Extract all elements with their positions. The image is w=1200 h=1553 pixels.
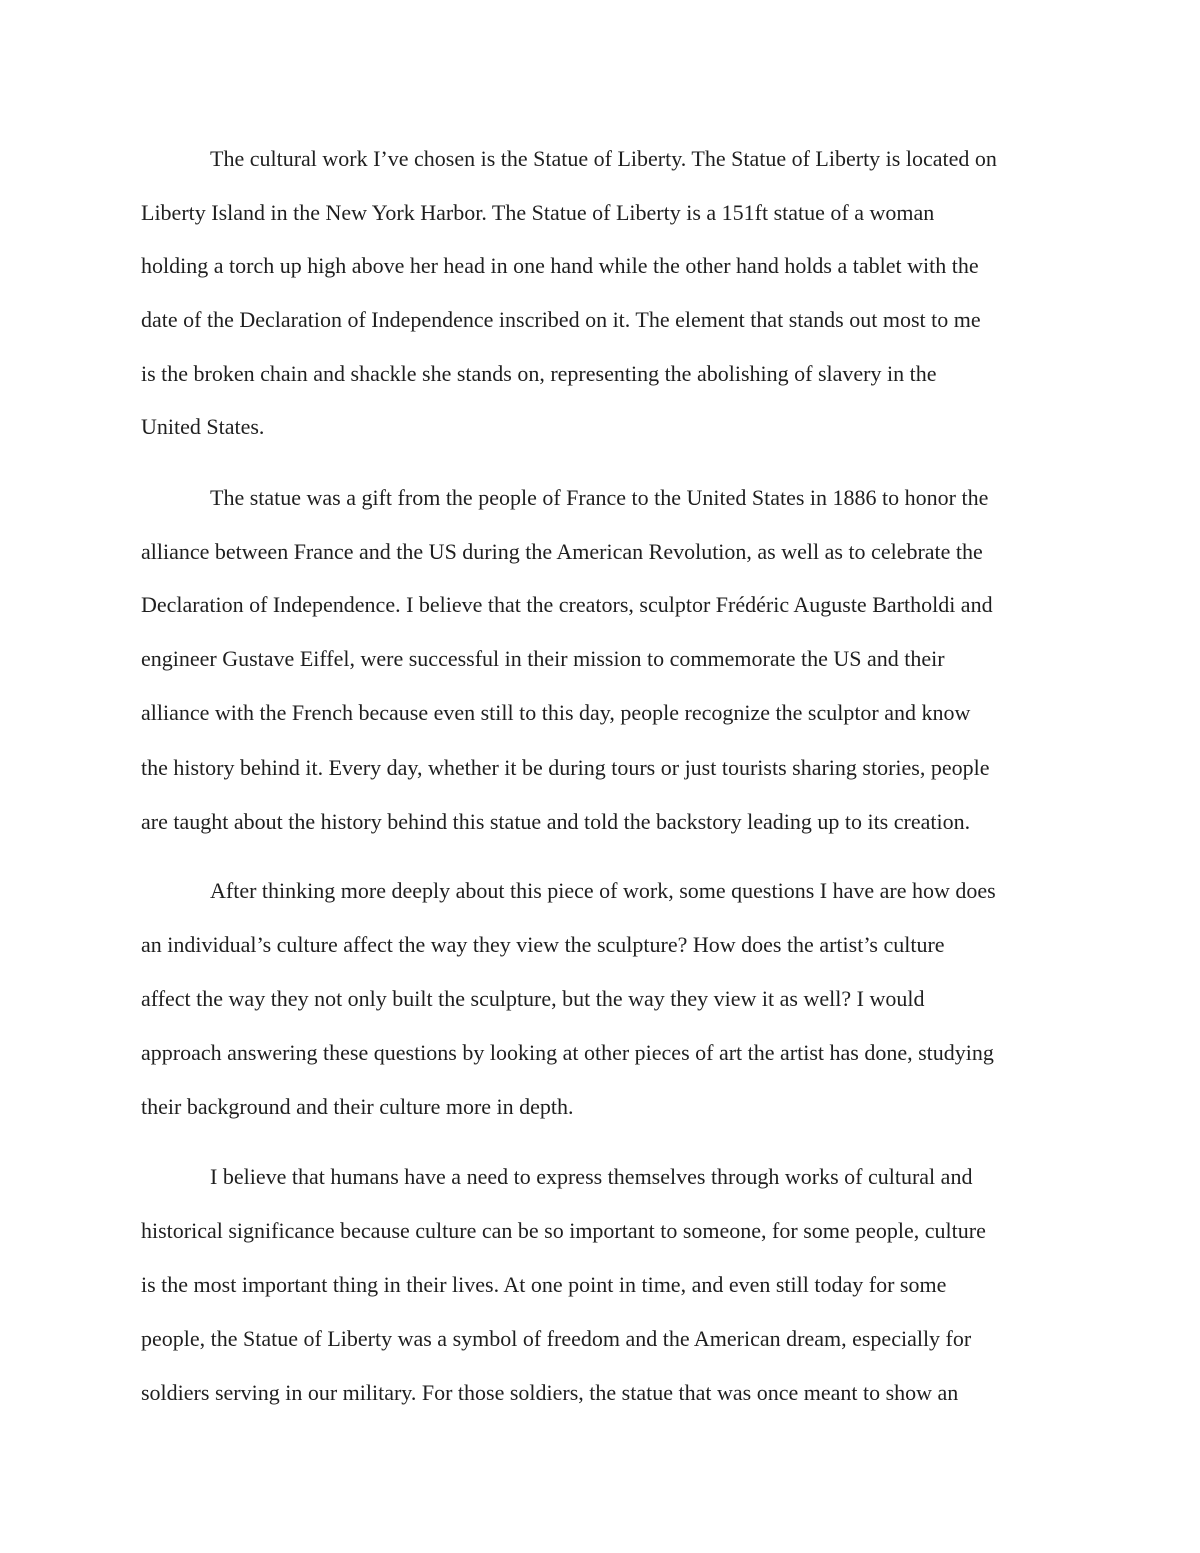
paragraph-2-line-3: Declaration of Independence. I believe that the creators, sculptor Frédéric Auguste Bartholdi and: [141, 592, 993, 617]
paragraph-4-line-5: soldiers serving in our military. For those soldiers, the statue that was once meant to show an: [141, 1380, 959, 1405]
paragraph-2-line-7: are taught about the history behind this statue and told the backstory leading up to its creation.: [141, 809, 971, 834]
paragraph-4-line-1: I believe that humans have a need to express themselves through works of cultural and: [210, 1164, 973, 1189]
paragraph-2-line-1: The statue was a gift from the people of France to the United States in 1886 to honor the: [210, 485, 989, 510]
paragraph-2-line-6: the history behind it. Every day, whether it be during tours or just tourists sharing stories, people: [141, 755, 990, 780]
paragraph-3-line-2: an individual’s culture affect the way they view the sculpture? How does the artist’s culture: [141, 932, 945, 957]
paragraph-1-line-3: holding a torch up high above her head in one hand while the other hand holds a tablet with the: [141, 253, 979, 278]
paragraph-4-line-4: people, the Statue of Liberty was a symbol of freedom and the American dream, especially for: [141, 1326, 972, 1351]
paragraph-3-line-5: their background and their culture more in depth.: [141, 1094, 574, 1119]
paragraph-1-line-5: is the broken chain and shackle she stands on, representing the abolishing of slavery in the: [141, 361, 937, 386]
paragraph-1-line-1: The cultural work I’ve chosen is the Statue of Liberty. The Statue of Liberty is located on: [210, 146, 997, 171]
paragraph-2-line-2: alliance between France and the US during the American Revolution, as well as to celebrate the: [141, 539, 983, 564]
paragraph-1-line-4: date of the Declaration of Independence inscribed on it. The element that stands out most to me: [141, 307, 981, 332]
paragraph-1-line-6: United States.: [141, 414, 265, 439]
paragraph-4-line-3: is the most important thing in their lives. At one point in time, and even still today for some: [141, 1272, 947, 1297]
paragraph-2-line-5: alliance with the French because even still to this day, people recognize the sculptor and know: [141, 700, 971, 725]
paragraph-3-line-4: approach answering these questions by looking at other pieces of art the artist has done, studying: [141, 1040, 994, 1065]
paragraph-3-line-3: affect the way they not only built the sculpture, but the way they view it as well? I would: [141, 986, 925, 1011]
paragraph-4-line-2: historical significance because culture can be so important to someone, for some people, culture: [141, 1218, 986, 1243]
paragraph-2-line-4: engineer Gustave Eiffel, were successful in their mission to commemorate the US and their: [141, 646, 945, 671]
paragraph-1-line-2: Liberty Island in the New York Harbor. The Statue of Liberty is a 151ft statue of a woman: [141, 200, 935, 225]
paragraph-3-line-1: After thinking more deeply about this piece of work, some questions I have are how does: [210, 878, 996, 903]
